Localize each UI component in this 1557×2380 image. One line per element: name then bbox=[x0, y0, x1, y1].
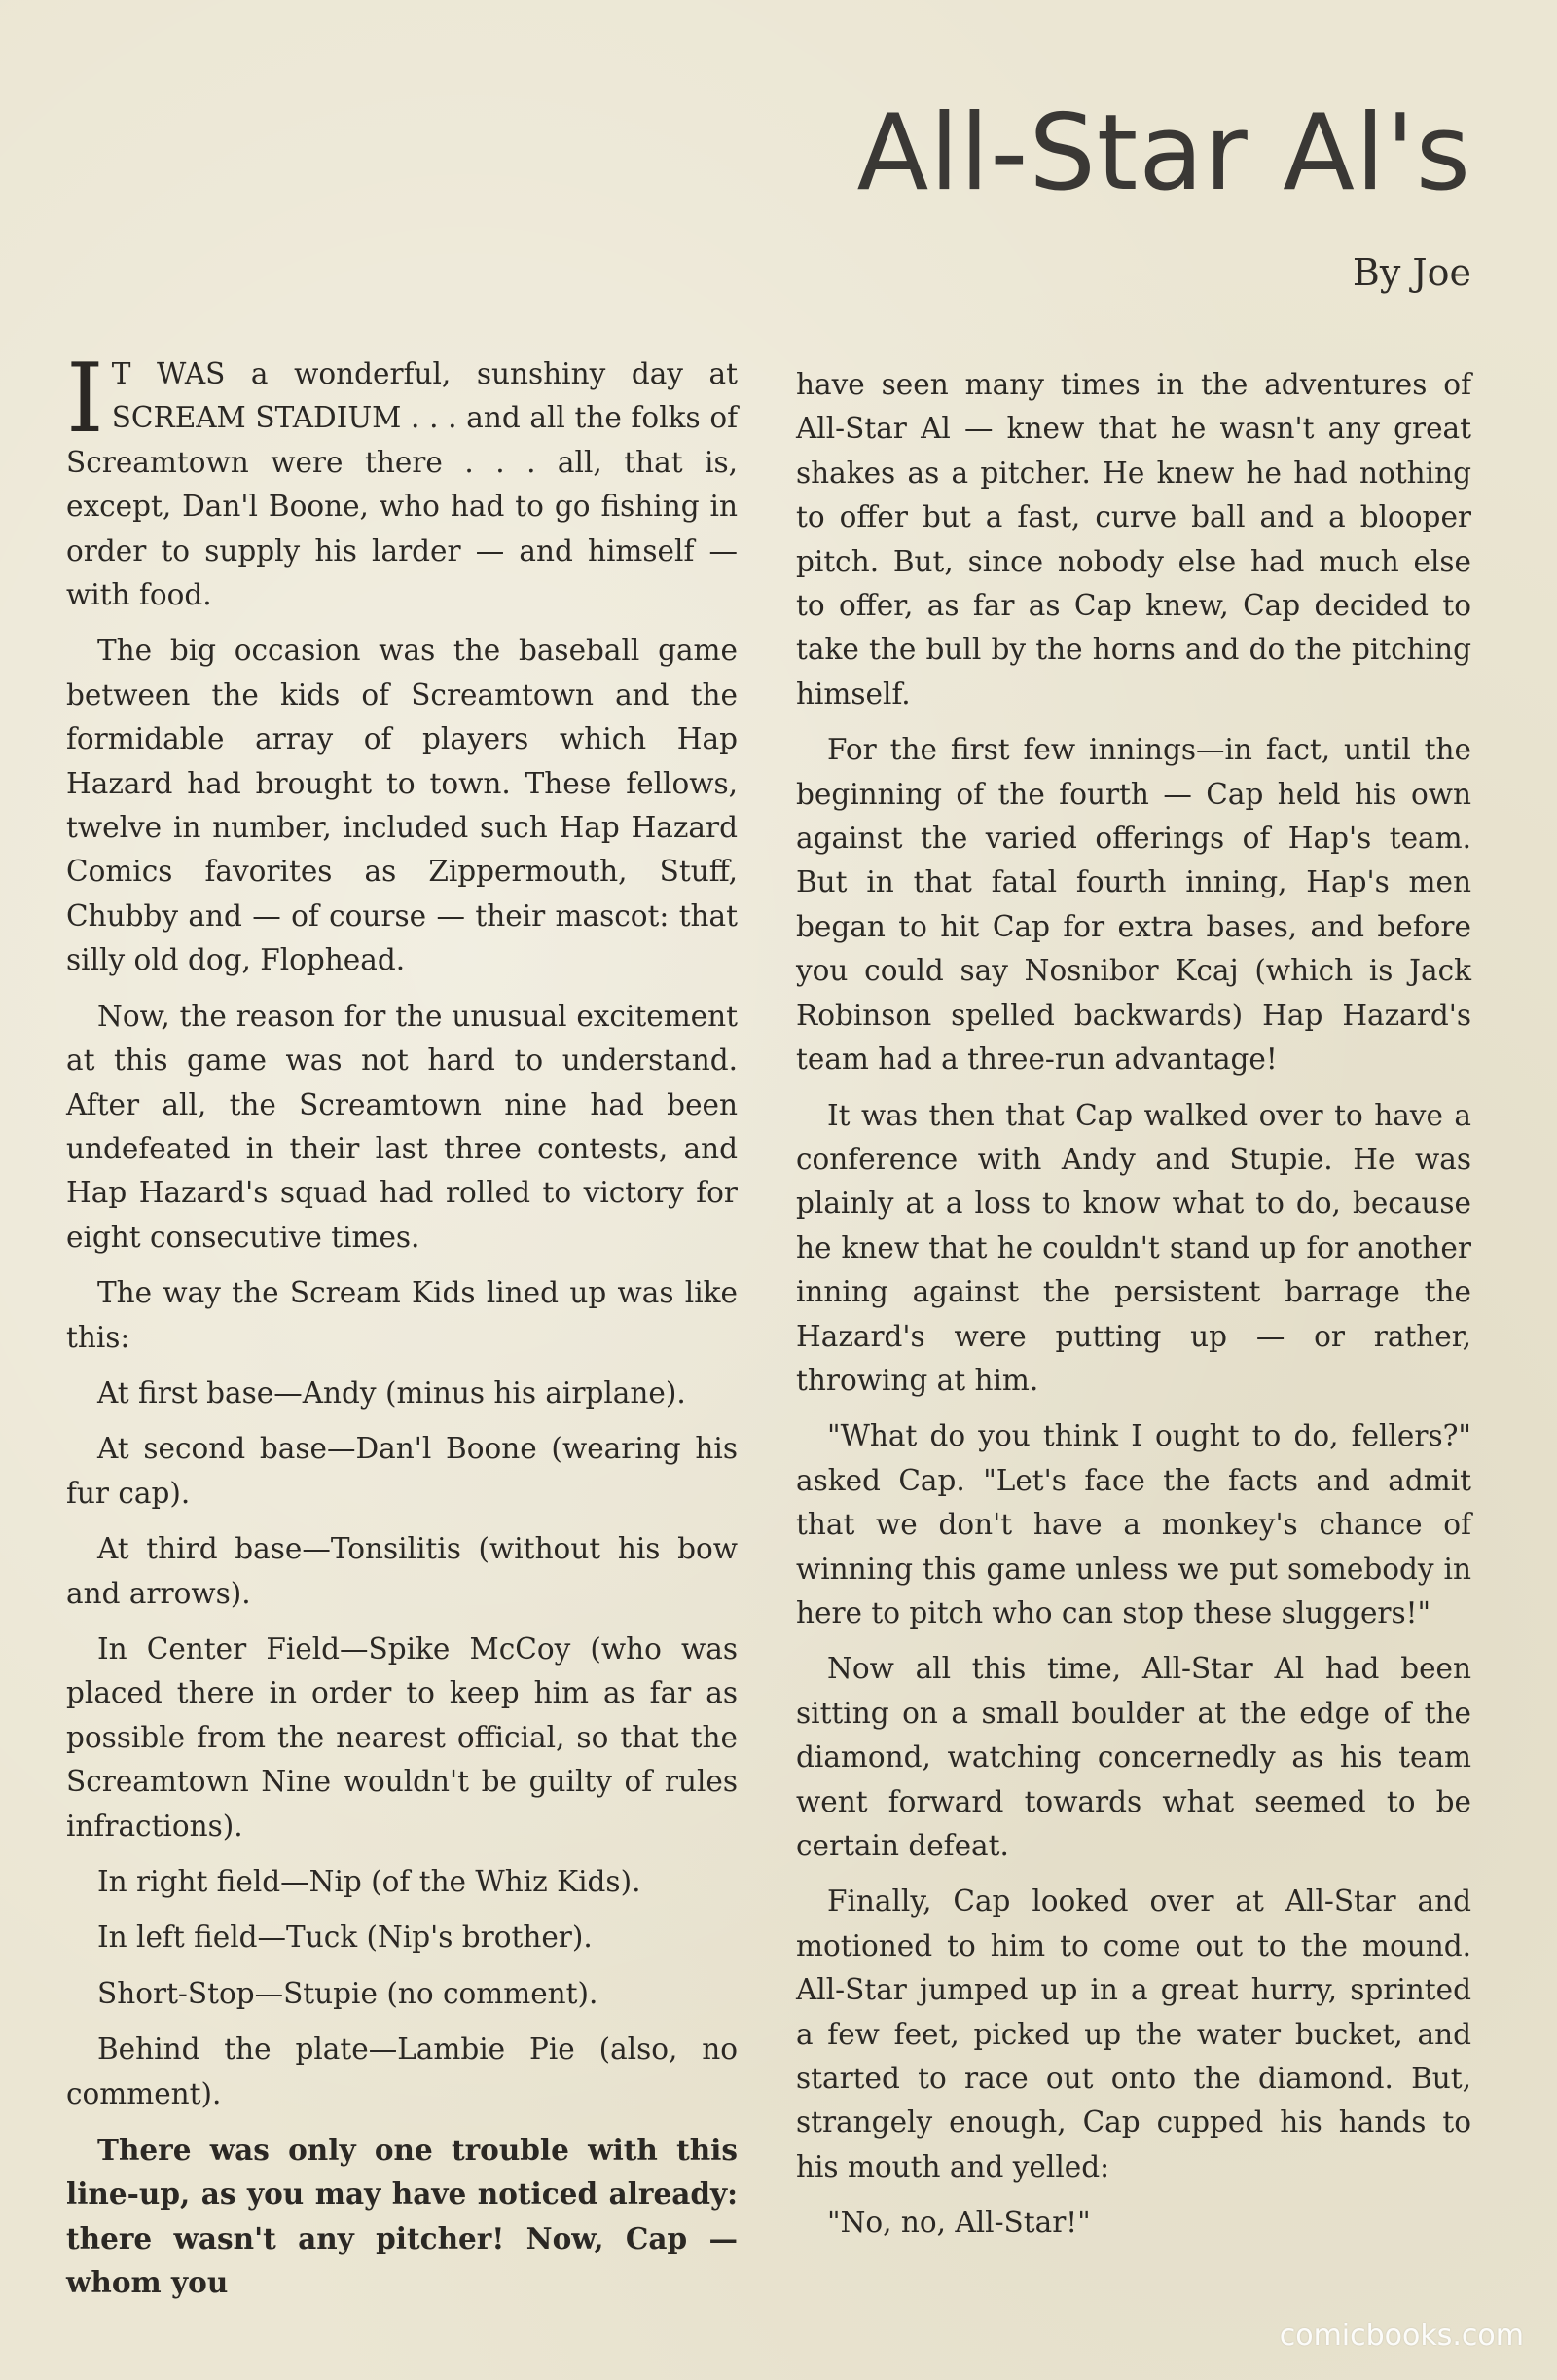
paragraph: have seen many times in the adventures of All-Star Al — knew that he wasn't any great shakes as a pitcher. He knew he had nothing to offer but a fast, curve ball and a blooper pitch. But, since nobody else had much else to offer, as far as Cap knew, Cap decided to take the bull by the horns and do the pitching himself. bbox=[796, 368, 1471, 711]
paragraph: "No, no, All-Star!" bbox=[827, 2206, 1091, 2240]
paragraph: Finally, Cap looked over at All-Star and motioned to him to come out to the mound. All-Star jumped up in a great hurry, sprinted a few feet, picked up the water bucket, and started to race out onto the diamond. But, strangely enough, Cap cupped his hands to his mouth and yelled: bbox=[796, 1885, 1471, 2183]
story-title: All-Star Al's bbox=[856, 92, 1471, 214]
lineup-item: At first base—Andy (minus his airplane). bbox=[97, 1375, 686, 1410]
lineup-item: In right field—Nip (of the Whiz Kids). bbox=[97, 1865, 641, 1898]
drop-cap: I bbox=[66, 344, 104, 455]
lineup-item: In Center Field—Spike McCoy (who was placed there in order to keep him as far as possible from the nearest official, so that the Screamtown Nine wouldn't be guilty of rules infractions). bbox=[66, 1631, 738, 1843]
left-text-column bbox=[66, 344, 738, 2317]
right-text-column bbox=[796, 363, 1471, 2257]
site-watermark: comicbooks.com bbox=[1279, 2319, 1524, 2353]
paragraph: For the first few innings—in fact, until the beginning of the fourth — Cap held his own against the varied offerings of Hap's team. But in that fatal fourth inning, Hap's men began to hit Cap for extra bases, and before you could say Nosnibor Kcaj (which is Jack Robinson spelled backwards) Hap Hazard's team had a three-run advantage! bbox=[796, 733, 1471, 1077]
paragraph: It was then that Cap walked over to have a conference with Andy and Stupie. He was plainly at a loss to know what to do, because he knew that he couldn't stand up for another inning against the persistent barrage the Hazard's were putting up — or rather, throwing at him. bbox=[796, 1098, 1471, 1397]
paragraph bbox=[66, 344, 738, 617]
lineup-item: At third base—Tonsilitis (without his bow and arrows). bbox=[66, 1532, 738, 1610]
paragraph: The way the Scream Kids lined up was like this: bbox=[66, 1276, 738, 1354]
paragraph: Now, the reason for the unusual excitement at this game was not hard to understand. After all, the Screamtown nine had been undefeated in their last three contests, and Hap Hazard's squad had rolled to victory for eight consecutive times. bbox=[66, 999, 738, 1254]
paragraph-text: T WAS a wonderful, sunshiny day at SCREAM STADIUM . . . and all the folks of Screamtown were there . . . all, that is, except, Dan'l Boone, who had to go fishing in order to supply his larder — and himself — with food. bbox=[66, 357, 738, 612]
paragraph: "What do you think I ought to do, fellers?" asked Cap. "Let's face the facts and admit that we don't have a monkey's chance of winning this game unless we put somebody in here to pitch who can stop these sluggers!" bbox=[796, 1419, 1471, 1629]
lineup-item: In left field—Tuck (Nip's brother). bbox=[97, 1921, 593, 1955]
lineup-item: Behind the plate—Lambie Pie (also, no comment). bbox=[66, 2032, 738, 2110]
lineup-item: Short-Stop—Stupie (no comment). bbox=[97, 1976, 598, 2010]
paragraph: There was only one trouble with this line-up, as you may have noticed already: there wasn't any pitcher! Now, Cap — whom you bbox=[66, 2133, 738, 2300]
author-byline: By Joe bbox=[1352, 251, 1471, 294]
lineup-item: At second base—Dan'l Boone (wearing his fur cap). bbox=[66, 1432, 738, 1510]
paragraph: The big occasion was the baseball game between the kids of Screamtown and the formidable array of players which Hap Hazard had brought to town. These fellows, twelve in number, included such Hap Hazard Comics favorites as Zippermouth, Stuff, Chubby and — of course — their mascot: that silly old dog, Flophead. bbox=[66, 634, 738, 977]
paragraph: Now all this time, All-Star Al had been sitting on a small boulder at the edge of the diamond, watching concernedly as his team went forward towards what seemed to be certain defeat. bbox=[796, 1652, 1471, 1862]
